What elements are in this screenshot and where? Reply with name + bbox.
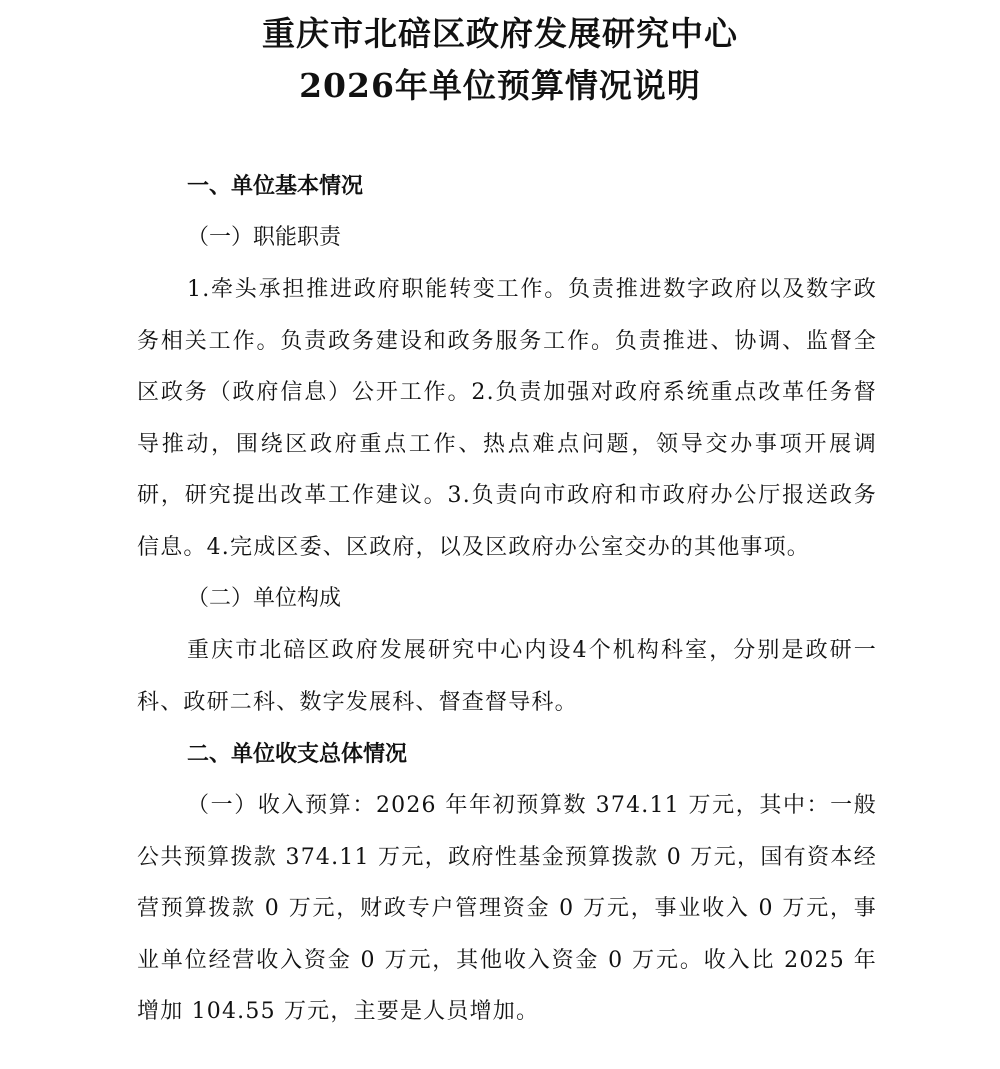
section1-heading: 一、单位基本情况 <box>187 173 364 199</box>
section1-sub2-paragraph: 重庆市北碚区政府发展研究中心内设4个机构科室，分别是政研一科、政研二科、数字发展科、督查督导科。 <box>137 638 877 715</box>
document-body <box>137 160 877 1038</box>
section2-heading: 二、单位收支总体情况 <box>187 741 408 767</box>
document-title-line2: 2026年单位预算情况说明 <box>299 66 701 105</box>
section2-sub1-paragraph: （一）收入预算：2026 年年初预算数 374.11 万元，其中：一般公共预算拨款 374.11 万元，政府性基金预算拨款 0 万元，国有资本经营预算拨款 0 万元，财政专户管理资金 0 万元，事业收入 0 万元，事业单位经营收入资金 0 万元，其他收入资金 0 万元。收入比 2025 年增加 104.55 万元，主要是人员增加。 <box>137 793 877 1024</box>
section1-sub2-heading: （二）单位构成 <box>187 586 342 611</box>
section1-sub1-paragraph: 1.牵头承担推进政府职能转变工作。负责推进数字政府以及数字政务相关工作。负责政务建设和政务服务工作。负责推进、协调、监督全区政务（政府信息）公开工作。2.负责加强对政府系统重点改革任务督导推动，围绕区政府重点工作、热点难点问题，领导交办事项开展调研，研究提出改革工作建议。3.负责向市政府和市政府办公厅报送政务信息。4.完成区委、区政府，以及区政府办公室交办的其他事项。 <box>137 277 877 560</box>
section1-sub1-heading: （一）职能职责 <box>187 225 342 250</box>
document-title-line1: 重庆市北碚区政府发展研究中心 <box>262 14 738 53</box>
